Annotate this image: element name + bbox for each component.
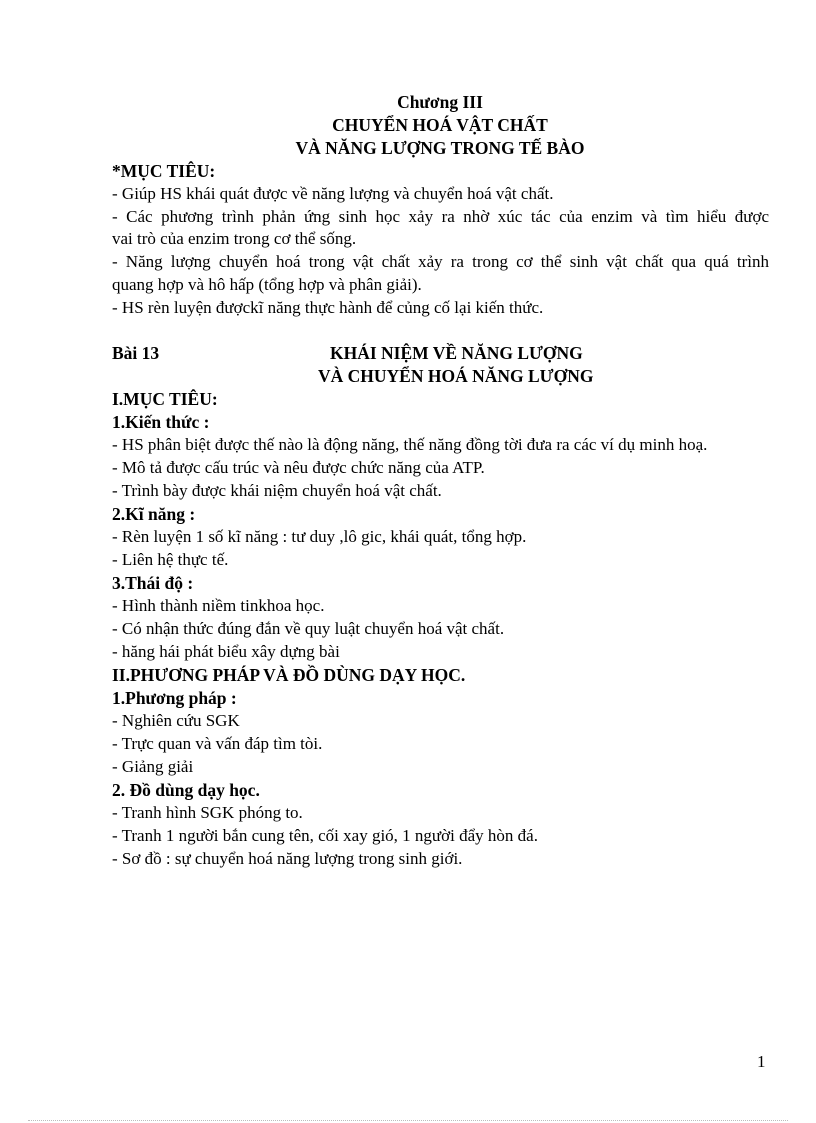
chapter-label: Chương III [397, 92, 483, 112]
lesson-title-line2: VÀ CHUYỂN HOÁ NĂNG LƯỢNG [318, 366, 594, 386]
chapter-title-line1: CHUYỂN HOÁ VẬT CHẤT [332, 115, 548, 135]
materials-line: - Tranh 1 người bắn cung tên, cối xay gió, 1 người đẩy hòn đá. [112, 826, 538, 845]
objective-line: - Các phương trình phản ứng sinh học xảy ra nhờ xúc tác của enzim và tìm hiểu được [112, 207, 769, 226]
objective-line: - Giúp HS khái quát được về năng lượng và chuyển hoá vật chất. [112, 184, 554, 203]
materials-heading: 2. Đồ dùng dạy học. [112, 780, 260, 800]
skills-line: - Rèn luyện 1 số kĩ năng : tư duy ,lô gic, khái quát, tổng hợp. [112, 527, 527, 546]
page-bottom-divider [28, 1120, 788, 1121]
chapter-title-line2: VÀ NĂNG LƯỢNG TRONG TẾ BÀO [295, 138, 585, 158]
section1-heading: I.MỤC TIÊU: [112, 389, 218, 409]
knowledge-line: - HS phân biệt được thế nào là động năng, thế năng đồng tời đưa ra các ví dụ minh hoạ. [112, 435, 708, 454]
objectives-heading: *MỤC TIÊU: [112, 161, 216, 181]
page-number: 1 [757, 1052, 766, 1071]
objective-line: vai trò của enzim trong cơ thể sống. [112, 229, 357, 248]
lesson-number: Bài 13 [112, 343, 160, 363]
knowledge-heading: 1.Kiến thức : [112, 412, 210, 432]
section2-heading: II.PHƯƠNG PHÁP VÀ ĐỒ DÙNG DẠY HỌC. [112, 665, 466, 685]
lesson-title-line1: KHÁI NIỆM VỀ NĂNG LƯỢNG [330, 343, 583, 363]
attitude-line: - Hình thành niềm tinkhoa học. [112, 596, 325, 615]
method-heading: 1.Phương pháp : [112, 688, 237, 708]
materials-line: - Sơ đồ : sự chuyển hoá năng lượng trong sinh giới. [112, 849, 463, 868]
objective-line: - HS rèn luyện đượckĩ năng thực hành để củng cố lại kiến thức. [112, 298, 544, 317]
skills-line: - Liên hệ thực tế. [112, 550, 229, 569]
materials-line: - Tranh hình SGK phóng to. [112, 803, 303, 822]
objective-line: quang hợp và hô hấp (tổng hợp và phân giải). [112, 275, 422, 294]
knowledge-line: - Trình bày được khái niệm chuyển hoá vật chất. [112, 481, 442, 500]
knowledge-line: - Mô tả được cấu trúc và nêu được chức năng của ATP. [112, 458, 485, 477]
method-line: - Giảng giải [112, 757, 194, 776]
objective-line: - Năng lượng chuyển hoá trong vật chất xảy ra trong cơ thể sinh vật chất qua quá trình [112, 252, 769, 271]
attitude-line: - hăng hái phát biểu xây dựng bài [112, 642, 340, 661]
method-line: - Trực quan và vấn đáp tìm tòi. [112, 734, 323, 753]
attitude-line: - Có nhận thức đúng đắn về quy luật chuyển hoá vật chất. [112, 619, 505, 638]
method-line: - Nghiên cứu SGK [112, 711, 240, 730]
skills-heading: 2.Kĩ năng : [112, 504, 196, 524]
attitude-heading: 3.Thái độ : [112, 573, 194, 593]
